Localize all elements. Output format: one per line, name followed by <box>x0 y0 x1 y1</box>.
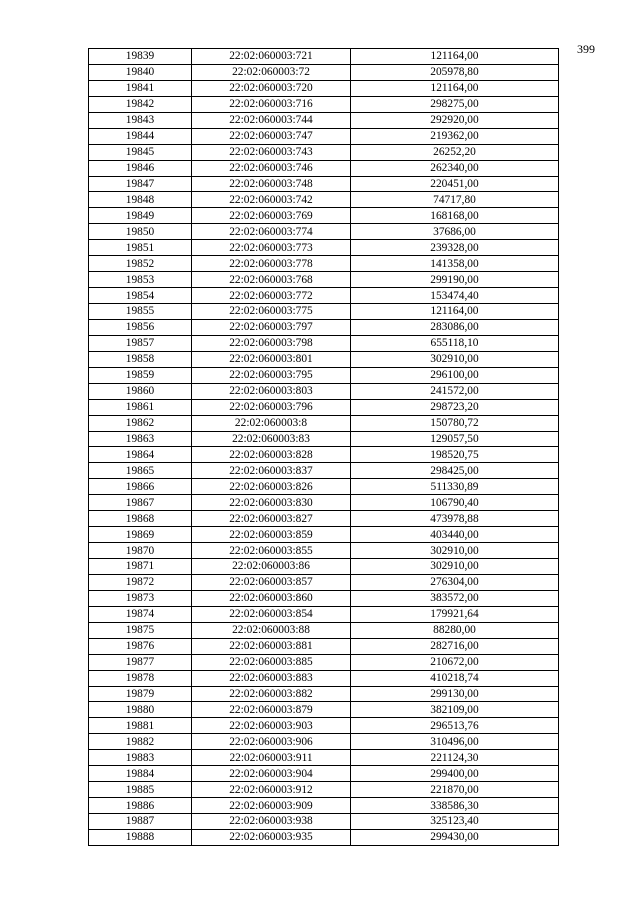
row-number-cell: 19872 <box>89 574 192 590</box>
cadastral-number-cell: 22:02:060003:88 <box>192 622 351 638</box>
value-cell: 241572,00 <box>351 383 559 399</box>
table-row <box>89 814 559 830</box>
cadastral-number-cell: 22:02:060003:882 <box>192 686 351 702</box>
table-row <box>89 606 559 622</box>
value-cell: 383572,00 <box>351 590 559 606</box>
table-row <box>89 543 559 559</box>
row-number-cell: 19868 <box>89 511 192 527</box>
table-row <box>89 96 559 112</box>
value-cell: 121164,00 <box>351 304 559 320</box>
value-cell: 262340,00 <box>351 160 559 176</box>
row-number-cell: 19880 <box>89 702 192 718</box>
table-row <box>89 383 559 399</box>
row-number-cell: 19885 <box>89 782 192 798</box>
row-number-cell: 19846 <box>89 160 192 176</box>
cadastral-number-cell: 22:02:060003:797 <box>192 319 351 335</box>
row-number-cell: 19841 <box>89 80 192 96</box>
cadastral-number-cell: 22:02:060003:748 <box>192 176 351 192</box>
row-number-cell: 19888 <box>89 829 192 845</box>
row-number-cell: 19874 <box>89 606 192 622</box>
row-number-cell: 19886 <box>89 798 192 814</box>
row-number-cell: 19865 <box>89 463 192 479</box>
table-row <box>89 399 559 415</box>
value-cell: 302910,00 <box>351 543 559 559</box>
value-cell: 299130,00 <box>351 686 559 702</box>
cadastral-number-cell: 22:02:060003:855 <box>192 543 351 559</box>
cadastral-number-cell: 22:02:060003:935 <box>192 829 351 845</box>
table-row <box>89 622 559 638</box>
cadastral-number-cell: 22:02:060003:742 <box>192 192 351 208</box>
table-row <box>89 527 559 543</box>
value-cell: 106790,40 <box>351 495 559 511</box>
cadastral-number-cell: 22:02:060003:909 <box>192 798 351 814</box>
value-cell: 26252,20 <box>351 144 559 160</box>
row-number-cell: 19870 <box>89 543 192 559</box>
value-cell: 655118,10 <box>351 335 559 351</box>
table-row <box>89 160 559 176</box>
table-row <box>89 495 559 511</box>
value-cell: 74717,80 <box>351 192 559 208</box>
table-row <box>89 272 559 288</box>
row-number-cell: 19859 <box>89 367 192 383</box>
table-row <box>89 351 559 367</box>
cadastral-number-cell: 22:02:060003:744 <box>192 112 351 128</box>
table-row <box>89 559 559 575</box>
value-cell: 298275,00 <box>351 96 559 112</box>
value-cell: 302910,00 <box>351 351 559 367</box>
value-cell: 150780,72 <box>351 415 559 431</box>
cadastral-number-cell: 22:02:060003:720 <box>192 80 351 96</box>
cadastral-number-cell: 22:02:060003:830 <box>192 495 351 511</box>
row-number-cell: 19877 <box>89 654 192 670</box>
cadastral-number-cell: 22:02:060003:911 <box>192 750 351 766</box>
row-number-cell: 19866 <box>89 479 192 495</box>
table-row <box>89 638 559 654</box>
cadastral-number-cell: 22:02:060003:837 <box>192 463 351 479</box>
cadastral-number-cell: 22:02:060003:769 <box>192 208 351 224</box>
table-row <box>89 224 559 240</box>
cadastral-number-cell: 22:02:060003:775 <box>192 304 351 320</box>
value-cell: 121164,00 <box>351 80 559 96</box>
row-number-cell: 19854 <box>89 288 192 304</box>
row-number-cell: 19876 <box>89 638 192 654</box>
value-cell: 299430,00 <box>351 829 559 845</box>
cadastral-number-cell: 22:02:060003:796 <box>192 399 351 415</box>
row-number-cell: 19883 <box>89 750 192 766</box>
value-cell: 219362,00 <box>351 128 559 144</box>
cadastral-number-cell: 22:02:060003:773 <box>192 240 351 256</box>
table-row <box>89 208 559 224</box>
row-number-cell: 19875 <box>89 622 192 638</box>
cadastral-number-cell: 22:02:060003:746 <box>192 160 351 176</box>
row-number-cell: 19850 <box>89 224 192 240</box>
cadastral-table <box>88 48 559 846</box>
table-row <box>89 654 559 670</box>
cadastral-number-cell: 22:02:060003:795 <box>192 367 351 383</box>
page-number: 399 <box>577 42 595 56</box>
table-row <box>89 574 559 590</box>
value-cell: 221870,00 <box>351 782 559 798</box>
table-row <box>89 702 559 718</box>
row-number-cell: 19842 <box>89 96 192 112</box>
value-cell: 276304,00 <box>351 574 559 590</box>
row-number-cell: 19882 <box>89 734 192 750</box>
value-cell: 239328,00 <box>351 240 559 256</box>
cadastral-number-cell: 22:02:060003:859 <box>192 527 351 543</box>
value-cell: 153474,40 <box>351 288 559 304</box>
value-cell: 220451,00 <box>351 176 559 192</box>
cadastral-number-cell: 22:02:060003:8 <box>192 415 351 431</box>
row-number-cell: 19856 <box>89 319 192 335</box>
row-number-cell: 19845 <box>89 144 192 160</box>
row-number-cell: 19848 <box>89 192 192 208</box>
cadastral-number-cell: 22:02:060003:83 <box>192 431 351 447</box>
value-cell: 296513,76 <box>351 718 559 734</box>
row-number-cell: 19853 <box>89 272 192 288</box>
cadastral-number-cell: 22:02:060003:828 <box>192 447 351 463</box>
cadastral-number-cell: 22:02:060003:904 <box>192 766 351 782</box>
table-row <box>89 335 559 351</box>
value-cell: 310496,00 <box>351 734 559 750</box>
value-cell: 37686,00 <box>351 224 559 240</box>
table-row <box>89 176 559 192</box>
table-row <box>89 367 559 383</box>
cadastral-number-cell: 22:02:060003:857 <box>192 574 351 590</box>
value-cell: 88280,00 <box>351 622 559 638</box>
table-row <box>89 64 559 80</box>
row-number-cell: 19879 <box>89 686 192 702</box>
row-number-cell: 19861 <box>89 399 192 415</box>
cadastral-number-cell: 22:02:060003:86 <box>192 559 351 575</box>
row-number-cell: 19871 <box>89 559 192 575</box>
table-row <box>89 734 559 750</box>
table-row <box>89 256 559 272</box>
table-row <box>89 798 559 814</box>
table-row <box>89 192 559 208</box>
row-number-cell: 19863 <box>89 431 192 447</box>
cadastral-number-cell: 22:02:060003:906 <box>192 734 351 750</box>
cadastral-number-cell: 22:02:060003:938 <box>192 814 351 830</box>
row-number-cell: 19860 <box>89 383 192 399</box>
table-row <box>89 112 559 128</box>
table-row <box>89 447 559 463</box>
row-number-cell: 19869 <box>89 527 192 543</box>
cadastral-number-cell: 22:02:060003:778 <box>192 256 351 272</box>
row-number-cell: 19864 <box>89 447 192 463</box>
row-number-cell: 19849 <box>89 208 192 224</box>
row-number-cell: 19878 <box>89 670 192 686</box>
table-row <box>89 750 559 766</box>
cadastral-number-cell: 22:02:060003:716 <box>192 96 351 112</box>
cadastral-number-cell: 22:02:060003:747 <box>192 128 351 144</box>
table-row <box>89 590 559 606</box>
value-cell: 403440,00 <box>351 527 559 543</box>
table-row <box>89 415 559 431</box>
row-number-cell: 19862 <box>89 415 192 431</box>
cadastral-number-cell: 22:02:060003:854 <box>192 606 351 622</box>
cadastral-number-cell: 22:02:060003:885 <box>192 654 351 670</box>
value-cell: 325123,40 <box>351 814 559 830</box>
value-cell: 382109,00 <box>351 702 559 718</box>
cadastral-number-cell: 22:02:060003:827 <box>192 511 351 527</box>
cadastral-number-cell: 22:02:060003:903 <box>192 718 351 734</box>
table-body <box>89 49 559 846</box>
value-cell: 129057,50 <box>351 431 559 447</box>
row-number-cell: 19855 <box>89 304 192 320</box>
row-number-cell: 19839 <box>89 49 192 65</box>
table-row <box>89 479 559 495</box>
value-cell: 198520,75 <box>351 447 559 463</box>
table-row <box>89 463 559 479</box>
table-row <box>89 511 559 527</box>
value-cell: 511330,89 <box>351 479 559 495</box>
value-cell: 282716,00 <box>351 638 559 654</box>
value-cell: 141358,00 <box>351 256 559 272</box>
cadastral-number-cell: 22:02:060003:860 <box>192 590 351 606</box>
cadastral-number-cell: 22:02:060003:883 <box>192 670 351 686</box>
value-cell: 296100,00 <box>351 367 559 383</box>
cadastral-number-cell: 22:02:060003:803 <box>192 383 351 399</box>
value-cell: 210672,00 <box>351 654 559 670</box>
cadastral-number-cell: 22:02:060003:826 <box>192 479 351 495</box>
value-cell: 299190,00 <box>351 272 559 288</box>
table-row <box>89 144 559 160</box>
cadastral-number-cell: 22:02:060003:743 <box>192 144 351 160</box>
value-cell: 473978,88 <box>351 511 559 527</box>
value-cell: 302910,00 <box>351 559 559 575</box>
row-number-cell: 19881 <box>89 718 192 734</box>
cadastral-number-cell: 22:02:060003:772 <box>192 288 351 304</box>
cadastral-number-cell: 22:02:060003:768 <box>192 272 351 288</box>
cadastral-number-cell: 22:02:060003:879 <box>192 702 351 718</box>
table-row <box>89 766 559 782</box>
row-number-cell: 19847 <box>89 176 192 192</box>
row-number-cell: 19851 <box>89 240 192 256</box>
table-row <box>89 718 559 734</box>
value-cell: 299400,00 <box>351 766 559 782</box>
row-number-cell: 19852 <box>89 256 192 272</box>
table-row <box>89 304 559 320</box>
cadastral-number-cell: 22:02:060003:72 <box>192 64 351 80</box>
value-cell: 292920,00 <box>351 112 559 128</box>
cadastral-number-cell: 22:02:060003:721 <box>192 49 351 65</box>
value-cell: 205978,80 <box>351 64 559 80</box>
table-row <box>89 670 559 686</box>
table-row <box>89 431 559 447</box>
row-number-cell: 19867 <box>89 495 192 511</box>
table-row <box>89 319 559 335</box>
row-number-cell: 19884 <box>89 766 192 782</box>
table-row <box>89 686 559 702</box>
cadastral-number-cell: 22:02:060003:881 <box>192 638 351 654</box>
value-cell: 338586,30 <box>351 798 559 814</box>
value-cell: 221124,30 <box>351 750 559 766</box>
value-cell: 410218,74 <box>351 670 559 686</box>
cadastral-number-cell: 22:02:060003:912 <box>192 782 351 798</box>
value-cell: 298723,20 <box>351 399 559 415</box>
row-number-cell: 19873 <box>89 590 192 606</box>
row-number-cell: 19840 <box>89 64 192 80</box>
cadastral-number-cell: 22:02:060003:801 <box>192 351 351 367</box>
value-cell: 283086,00 <box>351 319 559 335</box>
value-cell: 298425,00 <box>351 463 559 479</box>
table-row <box>89 829 559 845</box>
table-row <box>89 49 559 65</box>
value-cell: 121164,00 <box>351 49 559 65</box>
row-number-cell: 19843 <box>89 112 192 128</box>
cadastral-number-cell: 22:02:060003:798 <box>192 335 351 351</box>
cadastral-number-cell: 22:02:060003:774 <box>192 224 351 240</box>
table-row <box>89 128 559 144</box>
row-number-cell: 19887 <box>89 814 192 830</box>
value-cell: 168168,00 <box>351 208 559 224</box>
table-row <box>89 288 559 304</box>
row-number-cell: 19858 <box>89 351 192 367</box>
table-row <box>89 80 559 96</box>
row-number-cell: 19844 <box>89 128 192 144</box>
table-row <box>89 240 559 256</box>
row-number-cell: 19857 <box>89 335 192 351</box>
table-row <box>89 782 559 798</box>
value-cell: 179921,64 <box>351 606 559 622</box>
